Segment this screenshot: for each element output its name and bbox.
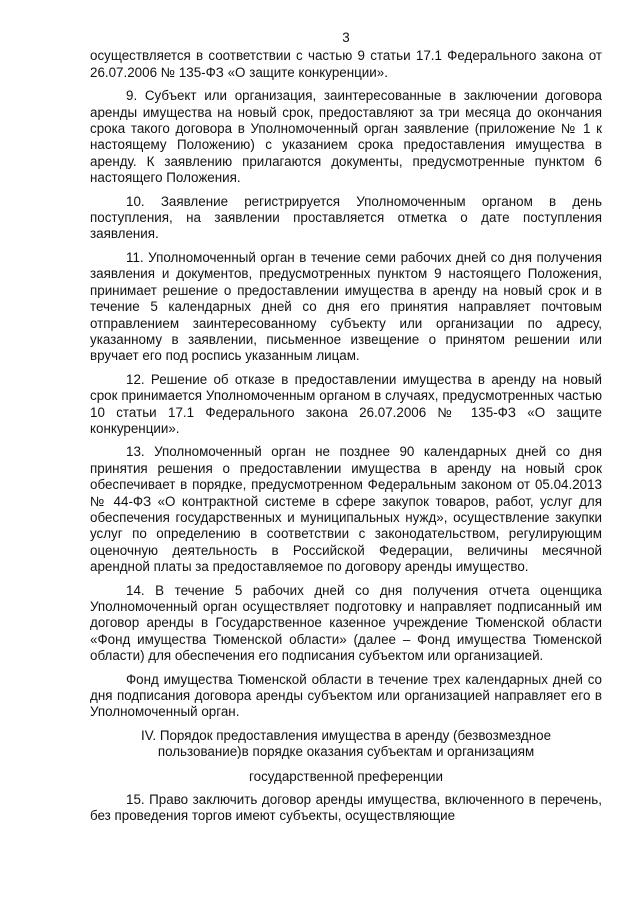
paragraph-item-11: 11. Уполномоченный орган в течение семи рабочих дней со дня получения заявления и документов, предусмотренных пунктом 9 настоящего Положения, принимает решение о предоставлении имущества в аренду на новый срок и в течение 5 календарных дней со дня его принятия направляет почтовым отправлением заинтересованному субъекту или организации по адресу, указанному в заявлении, письменное извещение о принятом решении или вручает его под роспись указанным лицам. — [90, 249, 602, 364]
document-page — [90, 30, 602, 825]
section-heading-line-1: IV. Порядок предоставления имущества в аренду (безвозмездное — [140, 727, 552, 743]
paragraph-continuation: осуществляется в соответствии с частью 9 статьи 17.1 Федерального закона от 26.07.2006 № 135-ФЗ «О защите конкуренции». — [90, 48, 602, 80]
paragraph-item-10: 10. Заявление регистрируется Уполномоченным органом в день поступления, на заявлении проставляется отметка о дате поступления заявления. — [90, 193, 602, 242]
section-heading-line-2: пользование)в порядке оказания субъектам и организациям — [157, 744, 535, 760]
paragraph-item-14: 14. В течение 5 рабочих дней со дня получения отчета оценщика Уполномоченный орган осуществляет подготовку и направляет подписанный им договор аренды в Государственное казенное учреждение Тюменской области «Фонд имущества Тюменской области» (далее – Фонд имущества Тюменской области) для обеспечения его подписания субъектом или организацией. — [90, 582, 602, 664]
section-heading — [90, 728, 602, 761]
section-heading-line-3: государственной преференции — [249, 768, 443, 784]
paragraph-item-9: 9. Субъект или организация, заинтересованные в заключении договора аренды имущества на новый срок, предоставляют за три месяца до окончания срока такого договора в Уполномоченный орган заявление (приложение № 1 к настоящему Положению) с указанием срока предоставления имущества в аренду. К заявлению прилагаются документы, предусмотренные пунктом 6 настоящего Положения. — [90, 88, 602, 186]
page-number: 3 — [342, 30, 350, 45]
paragraph-item-15: 15. Право заключить договор аренды имущества, включенного в перечень, без проведения торгов имеют субъекты, осуществляющие — [90, 792, 602, 824]
paragraph-fund-note: Фонд имущества Тюменской области в течение трех календарных дней со дня подписания договора аренды субъектом или организацией направляет его в Уполномоченный орган. — [90, 671, 602, 720]
paragraph-item-13: 13. Уполномоченный орган не позднее 90 календарных дней со дня принятия решения о предоставлении имущества в аренду на новый срок обеспечивает в порядке, предусмотренном Федеральным законом от 05.04.2013 № 44-ФЗ «О контрактной системе в сфере закупок товаров, работ, услуг для обеспечения государственных и муниципальных нужд», осуществление закупки услуг по определению в соответствии с законодательством, регулирующим оценочную деятельность в Российской Федерации, величины месячной арендной платы за предоставляемое по договору аренды имущество. — [90, 444, 602, 575]
paragraph-item-12: 12. Решение об отказе в предоставлении имущества в аренду на новый срок принимается Уполномоченным органом в случаях, предусмотренных частью 10 статьи 17.1 Федерального закона 26.07.2006 № 135-ФЗ «О защите конкуренции». — [90, 371, 602, 436]
